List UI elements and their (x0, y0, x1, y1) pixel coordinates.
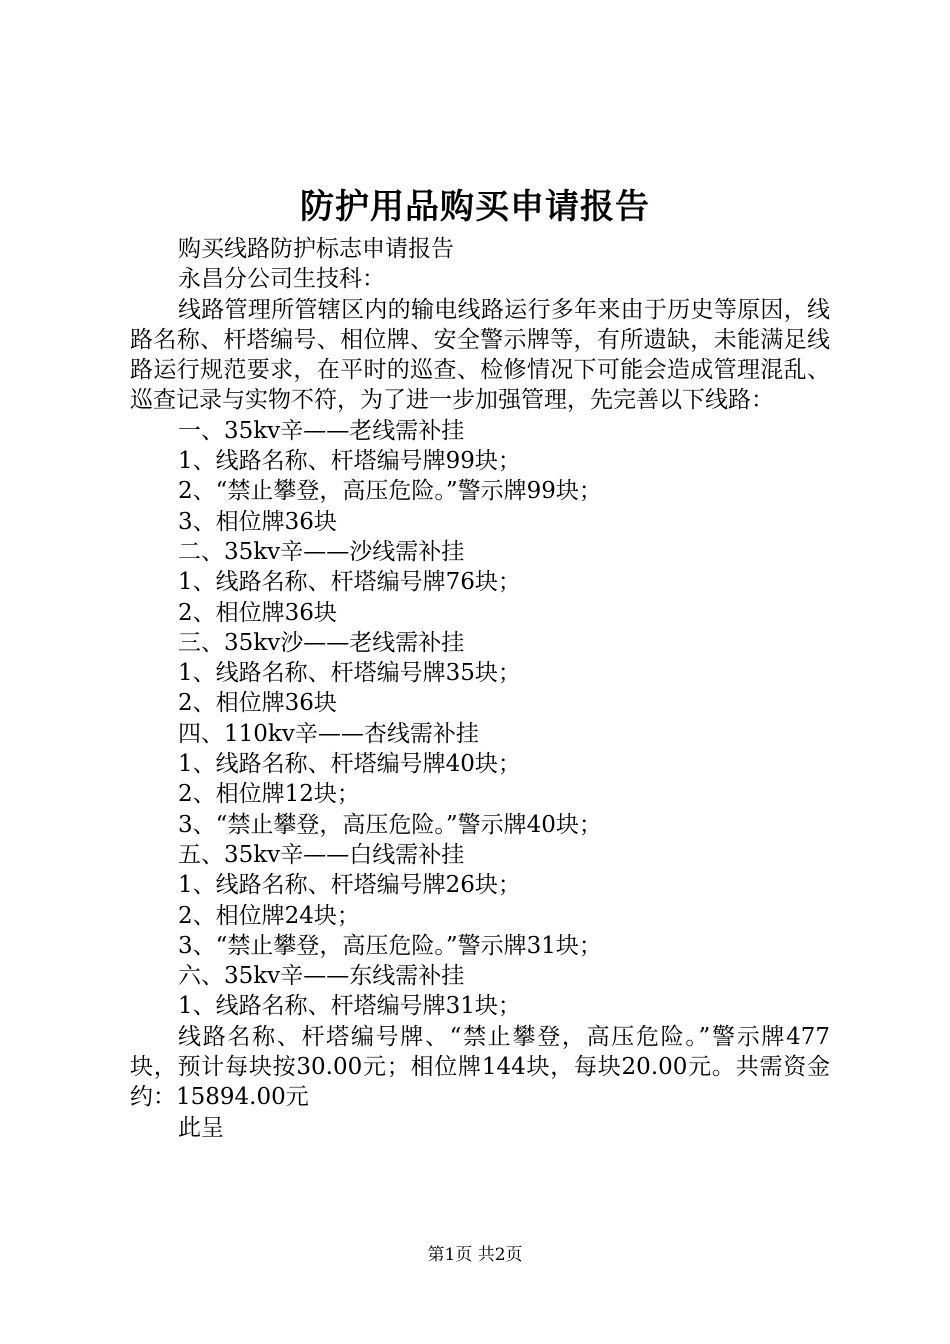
paragraph: 2、相位牌36块 (178, 690, 337, 717)
paragraph: 六、35kv辛——东线需补挂 (178, 963, 465, 990)
paragraph: 3、相位牌36块 (178, 508, 337, 535)
paragraph: 永昌分公司生技科： (178, 266, 385, 293)
paragraph: 购买线路防护标志申请报告 (178, 236, 454, 262)
document-title: 防护用品购买申请报告 (300, 187, 650, 227)
paragraph: 1、线路名称、杆塔编号牌40块； (178, 751, 521, 778)
paragraph: 3、“禁止攀登，高压危险。”警示牌31块； (178, 932, 602, 959)
paragraph: 2、相位牌12块； (178, 781, 360, 808)
paragraph: 2、“禁止攀登，高压危险。”警示牌99块； (178, 478, 602, 505)
paragraph: 2、相位牌36块 (178, 599, 337, 626)
paragraph: 1、线路名称、杆塔编号牌35块； (178, 660, 521, 687)
paragraph: 3、“禁止攀登，高压危险。”警示牌40块； (178, 811, 602, 838)
document-body (130, 234, 830, 1143)
paragraph: 1、线路名称、杆塔编号牌76块； (178, 569, 521, 596)
paragraph: 1、线路名称、杆塔编号牌31块； (178, 993, 521, 1020)
paragraph: 线路名称、杆塔编号牌、“禁止攀登，高压危险。”警示牌477块，预计每块按30.00元；相位牌144块，每块20.00元。共需资金约：15894.00元 (130, 1023, 830, 1111)
page-footer: 第1页 共2页 (427, 1245, 523, 1265)
paragraph: 1、线路名称、杆塔编号牌26块； (178, 872, 521, 899)
paragraph: 线路管理所管辖区内的输电线路运行多年来由于历史等原因，线路名称、杆塔编号、相位牌、安全警示牌等，有所遗缺，未能满足线路运行规范要求，在平时的巡查、检修情况下可能会造成管理混乱、巡查记录与实物不符，为了进一步加强管理，先完善以下线路： (130, 296, 830, 414)
paragraph: 2、相位牌24块； (178, 902, 360, 929)
paragraph: 二、35kv辛——沙线需补挂 (178, 538, 465, 565)
paragraph: 1、线路名称、杆塔编号牌99块； (178, 448, 521, 475)
paragraph: 五、35kv辛——白线需补挂 (178, 841, 465, 868)
paragraph: 此呈 (178, 1114, 224, 1141)
paragraph: 一、35kv辛——老线需补挂 (178, 417, 465, 444)
paragraph: 三、35kv沙——老线需补挂 (178, 629, 465, 656)
paragraph: 四、110kv辛——杏线需补挂 (178, 720, 479, 747)
